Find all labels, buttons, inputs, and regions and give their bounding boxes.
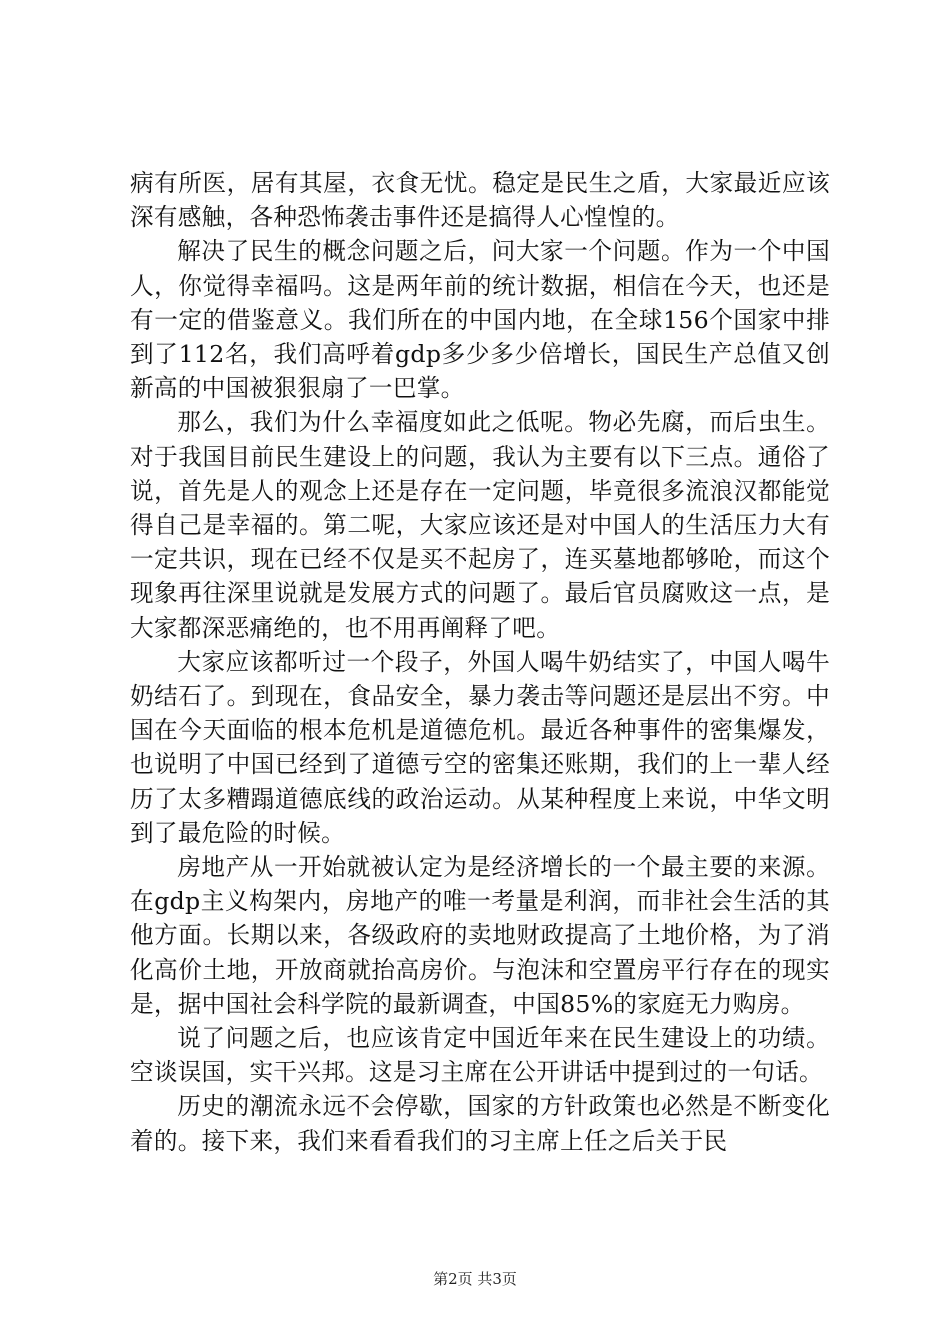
body-text <box>130 166 830 1158</box>
paragraph-2: 解决了民生的概念问题之后，问大家一个问题。作为一个中国人，你觉得幸福吗。这是两年前的统计数据，相信在今天，也还是有一定的借鉴意义。我们所在的中国内地，在全球156个国家中排到了112名，我们高呼着gdp多少多少倍增长，国民生产总值又创新高的中国被狠狠扇了一巴掌。 <box>130 237 830 403</box>
paragraph-6: 说了问题之后，也应该肯定中国近年来在民生建设上的功绩。空谈误国，实干兴邦。这是习主席在公开讲话中提到过的一句话。 <box>130 1024 830 1087</box>
paragraph-1: 病有所医，居有其屋，衣食无忧。稳定是民生之盾，大家最近应该深有感触，各种恐怖袭击事件还是搞得人心惶惶的。 <box>130 169 830 232</box>
paragraph-7: 历史的潮流永远不会停歇，国家的方针政策也必然是不断变化着的。接下来，我们来看看我们的习主席上任之后关于民 <box>130 1092 830 1155</box>
paragraph-5: 房地产从一开始就被认定为是经济增长的一个最主要的来源。在gdp主义构架内，房地产的唯一考量是利润，而非社会生活的其他方面。长期以来，各级政府的卖地财政提高了土地价格，为了消化高价土地，开放商就抬高房价。与泡沫和空置房平行存在的现实是，据中国社会科学院的最新调查，中国85%的家庭无力购房。 <box>130 853 830 1018</box>
paragraph-4: 大家应该都听过一个段子，外国人喝牛奶结实了，中国人喝牛奶结石了。到现在，食品安全，暴力袭击等问题还是层出不穷。中国在今天面临的根本危机是道德危机。最近各种事件的密集爆发，也说明了中国已经到了道德亏空的密集还账期，我们的上一辈人经历了太多糟蹋道德底线的政治运动。从某种程度上来说，中华文明到了最危险的时候。 <box>130 647 830 847</box>
page-footer: 第2页 共3页 <box>433 1270 517 1288</box>
paragraph-3: 那么，我们为什么幸福度如此之低呢。物必先腐，而后虫生。对于我国目前民生建设上的问题，我认为主要有以下三点。通俗了说，首先是人的观念上还是存在一定问题，毕竟很多流浪汉都能觉得自己是幸福的。第二呢，大家应该还是对中国人的生活压力大有一定共识，现在已经不仅是买不起房了，连买墓地都够呛，而这个现象再往深里说就是发展方式的问题了。最后官员腐败这一点，是大家都深恶痛绝的，也不用再阐释了吧。 <box>130 408 830 642</box>
